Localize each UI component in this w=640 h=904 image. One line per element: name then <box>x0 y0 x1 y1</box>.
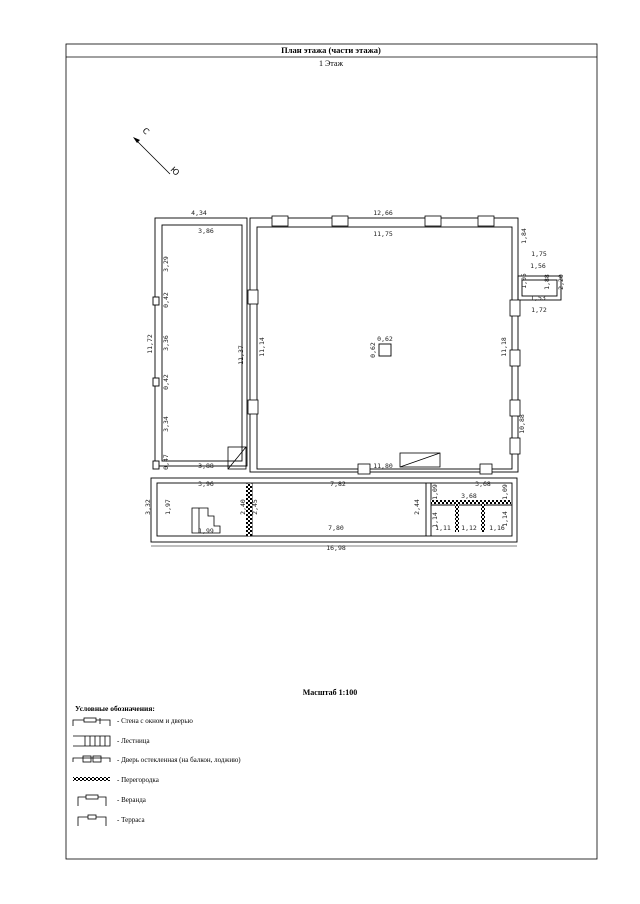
dim-label: 1,05 <box>520 273 528 289</box>
dim-label: 0,42 <box>162 292 170 308</box>
dim-label: 3,36 <box>162 335 170 351</box>
dim-label: 16,98 <box>326 544 346 552</box>
stairs-main-icon <box>192 447 440 533</box>
stairs-symbol-icon <box>73 736 110 746</box>
dim-label: 7,82 <box>330 480 346 488</box>
compass-south-label: Ю <box>168 165 182 178</box>
scale-label: Масштаб 1:100 <box>302 688 358 697</box>
dim-label: 11,72 <box>146 334 154 354</box>
dimension-labels <box>144 209 565 552</box>
dim-label: 1,99 <box>198 527 214 535</box>
terrace-symbol-icon <box>78 815 106 826</box>
dim-label: 0,62 <box>369 342 377 358</box>
dim-label: 1,84 <box>520 228 528 244</box>
dim-label: 1,53 <box>530 294 546 302</box>
dim-label: 2,44 <box>413 499 421 515</box>
dim-label: 3,96 <box>198 480 214 488</box>
veranda-symbol-icon <box>78 795 106 806</box>
legend-label-veranda: - Веранда <box>117 796 146 804</box>
dim-label: 1,88 <box>543 274 551 290</box>
dim-label: 3,88 <box>198 462 214 470</box>
legend-label-partition: - Перегородка <box>117 776 159 784</box>
dim-label: 1,16 <box>489 524 505 532</box>
compass-north-label: С <box>140 126 151 137</box>
dim-label: 2,20 <box>557 274 565 290</box>
wall-window-door-symbol-icon <box>73 718 110 726</box>
glazed-door-symbol-icon <box>73 756 110 762</box>
dim-label: 11,14 <box>258 337 266 357</box>
dim-label: 1,14 <box>431 512 439 528</box>
dim-label: 11,18 <box>500 337 508 357</box>
plan-title: План этажа (части этажа) <box>281 45 381 55</box>
dim-label: 3,34 <box>162 416 170 432</box>
dim-label: 2,45 <box>251 499 259 515</box>
dim-label: 2,40 <box>239 499 247 515</box>
legend-label-glazed-door: - Дверь остекленная (на балкон, лоджию) <box>117 756 241 764</box>
dim-label: 3,86 <box>198 227 214 235</box>
dim-label: 3,29 <box>162 256 170 272</box>
partition-symbol-icon <box>73 777 110 781</box>
legend-label-terrace: - Терраса <box>117 816 145 824</box>
dim-label: 7,80 <box>328 524 344 532</box>
dim-label: 1,09 <box>501 484 509 500</box>
dim-label: 11,75 <box>373 230 393 238</box>
dim-label: 10,88 <box>518 414 526 434</box>
window-openings <box>248 216 520 474</box>
dim-label: 1,12 <box>461 524 477 532</box>
dim-label: 12,66 <box>373 209 393 217</box>
dim-label: 1,14 <box>501 511 509 527</box>
legend-label-stairs: - Лестница <box>117 737 150 745</box>
dim-label: 3,32 <box>144 499 152 515</box>
compass-arrow-icon <box>133 126 181 178</box>
dim-label: 11,37 <box>237 345 245 365</box>
dim-label: 0,62 <box>377 335 393 343</box>
dim-label: 1,75 <box>531 250 547 258</box>
floor-label: 1 Этаж <box>319 59 343 68</box>
dim-label: 0,42 <box>162 374 170 390</box>
dim-label: 3,68 <box>475 480 491 488</box>
dim-label: 1,11 <box>435 524 451 532</box>
dim-label: 3,68 <box>461 492 477 500</box>
plan-walls <box>151 218 561 542</box>
legend-label-wall: - Стена с окном и дверью <box>117 717 193 725</box>
dim-label: 1,09 <box>431 484 439 500</box>
dim-label: 11,80 <box>373 462 393 470</box>
dim-label: 1,56 <box>530 262 546 270</box>
dim-label: 0,47 <box>162 454 170 470</box>
dim-label: 1,97 <box>164 499 172 515</box>
dim-label: 4,34 <box>191 209 207 217</box>
dim-label: 1,72 <box>531 306 547 314</box>
legend-title: Условные обозначения: <box>75 704 155 713</box>
